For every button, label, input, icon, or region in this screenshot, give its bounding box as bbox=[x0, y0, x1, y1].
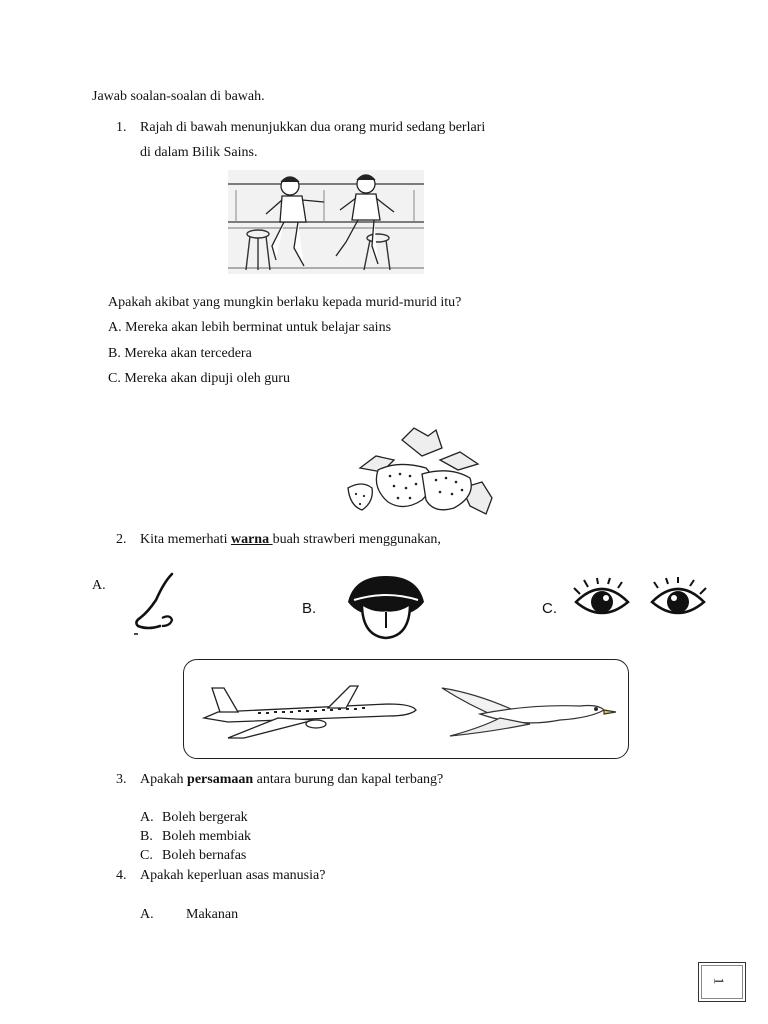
q2-keyword-warna: warna bbox=[230, 532, 273, 547]
q3-text-after: antara burung dan kapal terbang? bbox=[253, 772, 444, 787]
nose-icon bbox=[126, 572, 212, 636]
q4-text: Apakah keperluan asas manusia? bbox=[140, 868, 326, 883]
q3-text-before: Apakah bbox=[140, 772, 188, 787]
page-number: 1 bbox=[710, 977, 726, 985]
q2-text-before: Kita memerhati bbox=[140, 532, 231, 547]
q2-text-after: buah strawberi menggunakan, bbox=[272, 532, 441, 547]
airplane-icon bbox=[198, 684, 420, 742]
q3-option-b[interactable] bbox=[140, 828, 251, 846]
q2-option-a-label[interactable]: A. bbox=[92, 578, 106, 593]
q3-option-c-letter: C. bbox=[140, 848, 153, 863]
q3-option-b-letter: B. bbox=[140, 829, 153, 844]
q1-number: 1. bbox=[116, 120, 127, 135]
q1-line1: Rajah di bawah menunjukkan dua orang murid sedang berlari bbox=[140, 120, 486, 135]
q1-option-b[interactable]: B. Mereka akan tercedera bbox=[108, 346, 252, 361]
eyes-icon bbox=[572, 578, 706, 626]
q2-text bbox=[140, 531, 441, 549]
q3-option-b-text: Boleh membiak bbox=[162, 829, 252, 844]
q4-option-a[interactable] bbox=[140, 906, 238, 924]
students-running-illustration bbox=[228, 170, 424, 274]
q3-option-a-text: Boleh bergerak bbox=[162, 810, 248, 825]
q1-line2: di dalam Bilik Sains. bbox=[140, 145, 258, 160]
q3-option-a[interactable] bbox=[140, 809, 248, 827]
q4-number: 4. bbox=[116, 868, 127, 883]
q4-option-a-text: Makanan bbox=[186, 907, 239, 922]
q3-option-c-text: Boleh bernafas bbox=[162, 848, 247, 863]
q3-number: 3. bbox=[116, 772, 127, 787]
tongue-icon bbox=[344, 572, 428, 642]
instruction-text: Jawab soalan-soalan di bawah. bbox=[92, 89, 265, 104]
strawberries-illustration bbox=[342, 426, 494, 518]
q2-number: 2. bbox=[116, 532, 127, 547]
q2-option-b-label[interactable]: B. bbox=[302, 600, 317, 617]
q1-question: Apakah akibat yang mungkin berlaku kepada murid-murid itu? bbox=[108, 295, 462, 310]
q1-option-a[interactable]: A. Mereka akan lebih berminat untuk belajar sains bbox=[108, 320, 392, 335]
q3-option-a-letter: A. bbox=[140, 810, 154, 825]
q3-text bbox=[140, 771, 443, 789]
q3-keyword-persamaan: persamaan bbox=[187, 772, 254, 787]
q1-option-c[interactable]: C. Mereka akan dipuji oleh guru bbox=[108, 371, 290, 386]
q4-option-a-letter: A. bbox=[140, 907, 154, 922]
q2-option-c-label[interactable]: C. bbox=[542, 600, 557, 617]
bird-icon bbox=[440, 684, 616, 744]
q3-option-c[interactable] bbox=[140, 847, 246, 865]
